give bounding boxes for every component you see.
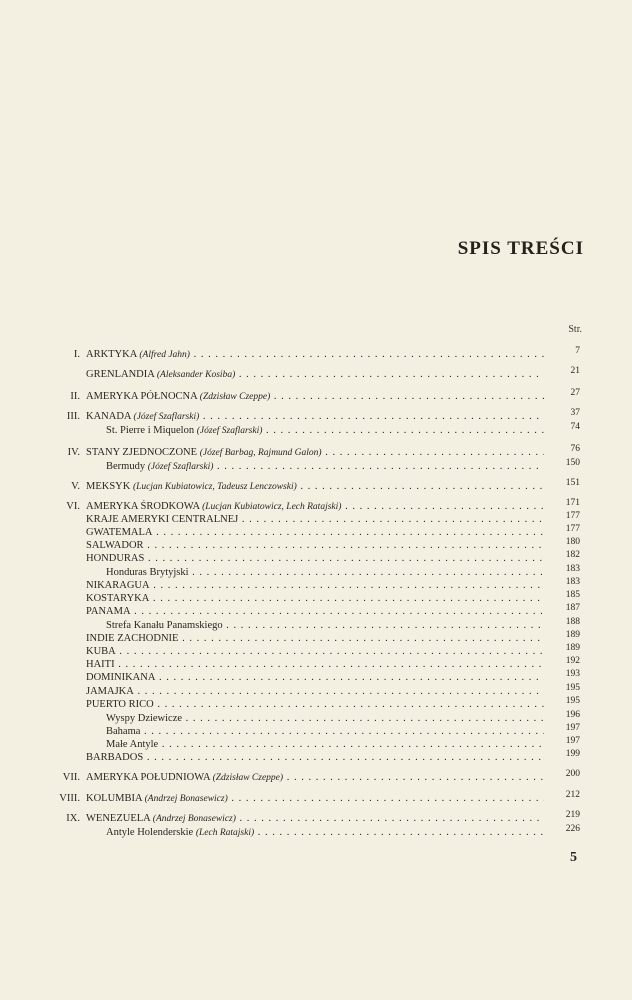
toc-entry-title: Małe Antyle <box>106 739 159 750</box>
toc-entry-title: Strefa Kanału Panamskiego <box>106 620 223 631</box>
toc-entry-title: HAITI <box>86 659 115 670</box>
toc-entry <box>86 552 580 565</box>
toc-entry-page: 187 <box>565 603 580 613</box>
toc-entry-title: ARKTYKA <box>86 349 137 360</box>
toc-entry-author: (Zdzisław Czeppe) <box>199 392 271 402</box>
toc-entry-title: KRAJE AMERYKI CENTRALNEJ <box>86 514 239 525</box>
toc-entry-author: (Lucjan Kubiatowicz, Tadeusz Lenczowski) <box>132 482 297 492</box>
toc-entry-page: 193 <box>565 669 580 679</box>
toc-entry <box>73 346 580 361</box>
toc-entry-title: INDIE ZACHODNIE <box>86 633 179 644</box>
toc-entry <box>86 671 580 684</box>
toc-chapter-number: IV. <box>67 447 80 458</box>
toc-entry <box>86 632 580 645</box>
toc-entry-page: 212 <box>565 790 580 800</box>
toc-entry-author: (Andrzej Bonasewicz) <box>152 814 236 824</box>
toc-entry-title: KOSTARYKA <box>86 593 150 604</box>
toc-entry <box>106 424 580 437</box>
toc-entry-page: 177 <box>565 511 580 521</box>
toc-entry-author: (Aleksander Kosiba) <box>156 370 236 380</box>
toc-entry <box>66 810 580 825</box>
toc-entry-page: 185 <box>565 590 580 600</box>
toc-entry <box>106 619 580 632</box>
toc-entry <box>86 579 580 592</box>
toc-entry <box>59 790 580 805</box>
toc-entry-title: WENEZUELA <box>86 813 151 824</box>
toc-entry-title: GWATEMALA <box>86 527 153 538</box>
toc-entry <box>86 605 580 618</box>
toc-entry-title: Bahama <box>106 726 141 737</box>
toc-entry <box>86 539 580 552</box>
toc-entry-page: 197 <box>565 723 580 733</box>
toc-entry <box>86 685 580 698</box>
toc-entry-page: 21 <box>570 366 580 376</box>
toc-entry-title: KOLUMBIA <box>86 793 143 804</box>
toc-chapter-number: V. <box>71 481 80 492</box>
toc-entry-page: 183 <box>565 577 580 587</box>
toc-entry <box>66 408 580 423</box>
toc-entry-title: JAMAJKA <box>86 686 134 697</box>
toc-entry-page: 196 <box>565 710 580 720</box>
toc-entry-page: 195 <box>565 696 580 706</box>
toc-entry-page: 171 <box>565 498 580 508</box>
toc-entry-page: 183 <box>565 564 580 574</box>
toc-entry-page: 189 <box>565 630 580 640</box>
toc-entry-title: GRENLANDIA <box>86 369 155 380</box>
toc-entry-author: (Lucjan Kubiatowicz, Lech Ratajski) <box>202 502 342 512</box>
toc-entry-title: Honduras Brytyjski <box>106 567 189 578</box>
toc-entry <box>106 826 580 839</box>
toc-entry <box>86 592 580 605</box>
toc-entry-page: 150 <box>565 458 580 468</box>
toc-entry-page: 219 <box>565 810 580 820</box>
toc-entry-title: Wyspy Dziewicze <box>106 713 183 724</box>
toc-entry <box>70 388 580 403</box>
toc-chapter-number: II. <box>70 391 80 402</box>
toc-entry-page: 192 <box>565 656 580 666</box>
toc-entry-title: SALWADOR <box>86 540 144 551</box>
toc-chapter-number: IX. <box>66 813 80 824</box>
page-title: SPIS TREŚCI <box>457 238 584 259</box>
toc-entry <box>62 769 580 784</box>
toc-entry <box>86 698 580 711</box>
toc-entry-page: 74 <box>570 422 580 432</box>
toc-entry-title: KANADA <box>86 411 131 422</box>
toc-entry <box>86 658 580 671</box>
toc-entry-title: Bermudy <box>106 461 146 472</box>
toc-entry-page: 27 <box>570 388 580 398</box>
toc-entry-title: HONDURAS <box>86 553 145 564</box>
toc-entry <box>106 460 580 473</box>
toc-entry-page: 7 <box>575 346 580 356</box>
toc-entry <box>71 478 580 493</box>
toc-entry <box>106 738 580 751</box>
page-number: 5 <box>570 850 577 865</box>
toc-entry-page: 226 <box>565 824 580 834</box>
toc-entry-title: AMERYKA ŚRODKOWA <box>86 501 200 512</box>
toc-entry-page: 189 <box>565 643 580 653</box>
toc-chapter-number: VII. <box>62 772 80 783</box>
toc-entry <box>67 444 580 459</box>
toc-entry-author: (Alfred Jahn) <box>139 350 190 360</box>
toc-entry <box>86 645 580 658</box>
toc-entry-title: BARBADOS <box>86 752 144 763</box>
toc-entry <box>86 751 580 764</box>
toc-entry-page: 180 <box>565 537 580 547</box>
toc-entry-page: 37 <box>570 408 580 418</box>
toc-chapter-number: VI. <box>66 501 80 512</box>
toc-entry-page: 182 <box>565 550 580 560</box>
toc-entry-title: DOMINIKANA <box>86 672 156 683</box>
page-column-label: Str. <box>568 324 582 335</box>
toc-entry-page: 195 <box>565 683 580 693</box>
toc-entry-title: Antyle Holenderskie <box>106 827 194 838</box>
toc-entry-page: 199 <box>565 749 580 759</box>
toc-chapter-number: VIII. <box>59 793 80 804</box>
toc-chapter-number: I. <box>73 349 80 360</box>
toc-entry <box>106 725 580 738</box>
toc-entry-title: PANAMA <box>86 606 131 617</box>
toc-entry-page: 197 <box>565 736 580 746</box>
toc-entry-page: 151 <box>565 478 580 488</box>
toc-entry-author: (Zdzisław Czeppe) <box>212 773 284 783</box>
toc-entry-title: St. Pierre i Miquelon <box>106 425 195 436</box>
toc-entry-title: MEKSYK <box>86 481 131 492</box>
toc-entry-author: (Lech Ratajski) <box>195 828 255 838</box>
toc-chapter-number: III. <box>66 411 80 422</box>
toc-entry-title: STANY ZJEDNOCZONE <box>86 447 198 458</box>
toc-entry-page: 188 <box>565 617 580 627</box>
toc-entry-title: AMERYKA POŁUDNIOWA <box>86 772 210 783</box>
toc-entry-title: KUBA <box>86 646 116 657</box>
toc-entry-page: 76 <box>570 444 580 454</box>
toc-entry-page: 177 <box>565 524 580 534</box>
toc-entry-title: PUERTO RICO <box>86 699 154 710</box>
toc-entry <box>86 526 580 539</box>
toc-entry-title: NIKARAGUA <box>86 580 150 591</box>
toc-entry-author: (Józef Barbag, Rajmund Galon) <box>199 448 322 458</box>
toc-entry <box>66 498 580 513</box>
toc-entry <box>86 368 580 381</box>
toc-entry-author: (Józef Szaflarski) <box>147 462 214 472</box>
toc-entry-author: (Józef Szaflarski) <box>196 426 263 436</box>
toc-entry <box>106 566 580 579</box>
toc-entry-title: AMERYKA PÓŁNOCNA <box>86 391 198 402</box>
toc-entry <box>106 712 580 725</box>
toc-entry-author: (Józef Szaflarski) <box>133 412 200 422</box>
toc-entry-author: (Andrzej Bonasewicz) <box>144 794 228 804</box>
toc-entry-page: 200 <box>565 769 580 779</box>
toc-entry <box>86 513 580 526</box>
